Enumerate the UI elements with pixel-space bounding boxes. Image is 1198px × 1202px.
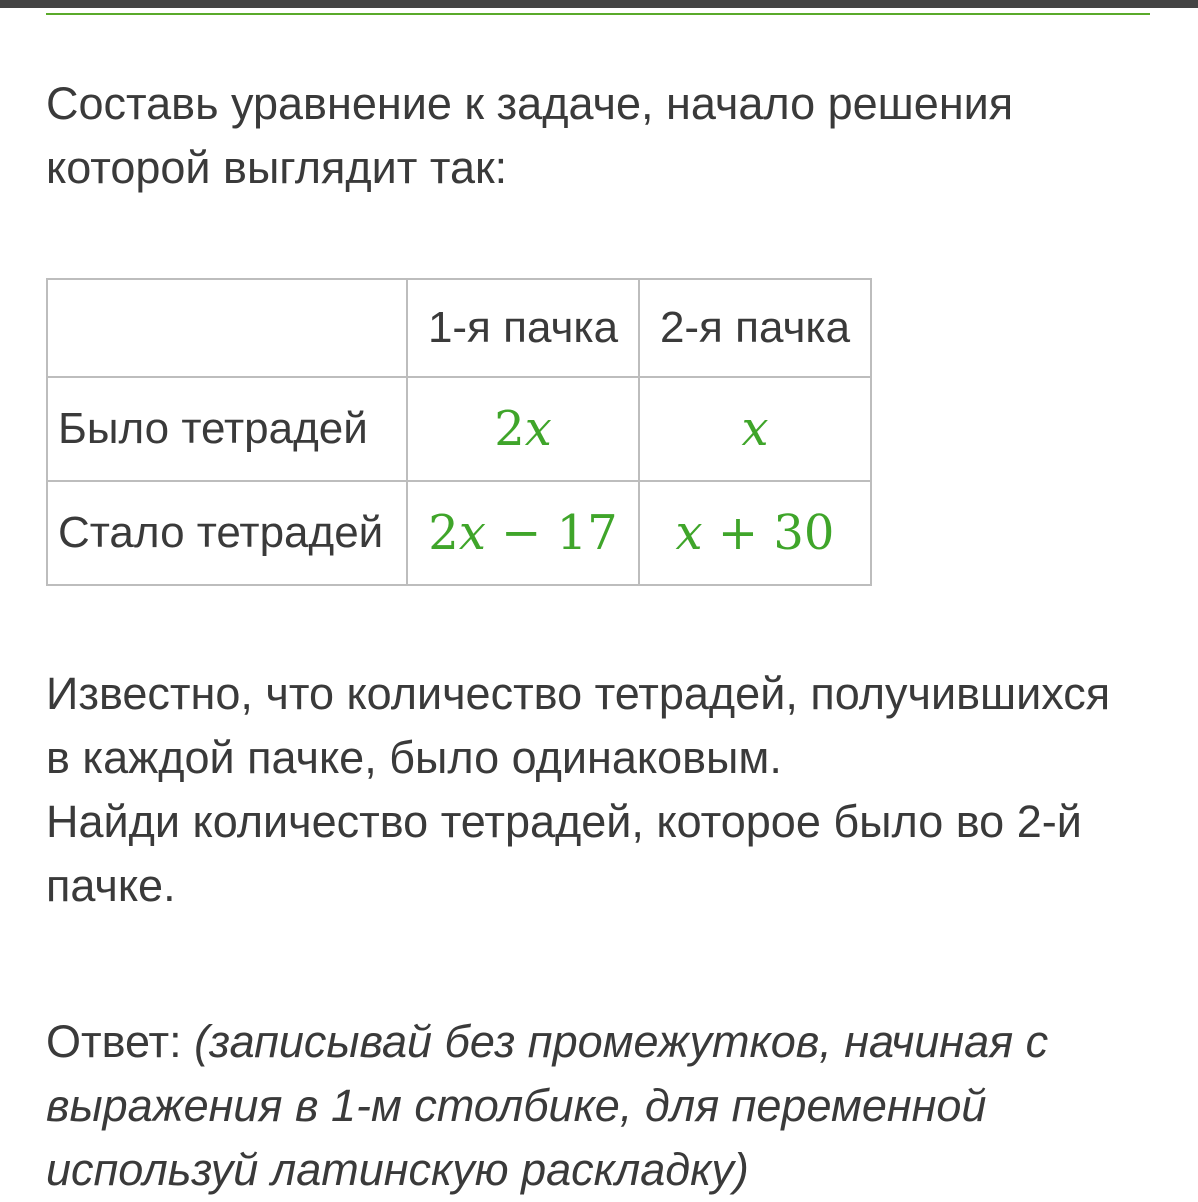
cell-was-pack-2: [639, 377, 871, 481]
answer-hint-line-1: (записывай без промежутков, начиная с: [194, 1016, 1049, 1067]
top-bar: [0, 0, 1198, 8]
answer-label: Ответ:: [46, 1016, 195, 1067]
table-row: [47, 377, 871, 481]
intro-line-1: Составь уравнение к задаче, начало решения: [46, 78, 1014, 129]
task-intro: [46, 72, 1156, 200]
condition-line-2: в каждой пачке, было одинаковым.: [46, 732, 782, 783]
cell-was-pack-1: [407, 377, 639, 481]
table-header-pack-1: 1-я пачка: [407, 279, 639, 377]
table-header-empty: [47, 279, 407, 377]
expr-rest: − 17: [485, 505, 618, 561]
condition-line-4: пачке.: [46, 860, 176, 911]
math-expression: [741, 401, 768, 457]
intro-line-2: которой выглядит так:: [46, 142, 508, 193]
answer-hint-line-3: используй латинскую раскладку): [46, 1144, 749, 1195]
row-label-became: Стало тетрадей: [47, 481, 407, 585]
row-label-was: Было тетрадей: [47, 377, 407, 481]
cell-became-pack-1: [407, 481, 639, 585]
answer-hint-line-2: выражения в 1-м столбике, для переменной: [46, 1080, 987, 1131]
math-expression: [676, 505, 835, 561]
expr-rest: + 30: [702, 505, 835, 561]
expr-coef: 2: [428, 505, 459, 561]
math-expression: [428, 505, 617, 561]
task-condition: [46, 662, 1156, 918]
expr-var: x: [458, 505, 486, 561]
table-header-pack-2: 2-я пачка: [639, 279, 871, 377]
table-row: [47, 481, 871, 585]
table-header-row: [47, 279, 871, 377]
expr-var: x: [524, 401, 552, 457]
cell-became-pack-2: [639, 481, 871, 585]
task-table: [46, 278, 872, 586]
answer-block: [46, 1010, 1156, 1202]
expr-coef: 2: [494, 401, 525, 457]
math-expression: [494, 401, 552, 457]
condition-line-3: Найди количество тетрадей, которое было во 2-й: [46, 796, 1082, 847]
expr-var: x: [741, 401, 769, 457]
expr-var: x: [675, 505, 703, 561]
green-divider: [46, 13, 1150, 15]
condition-line-1: Известно, что количество тетрадей, получившихся: [46, 668, 1111, 719]
